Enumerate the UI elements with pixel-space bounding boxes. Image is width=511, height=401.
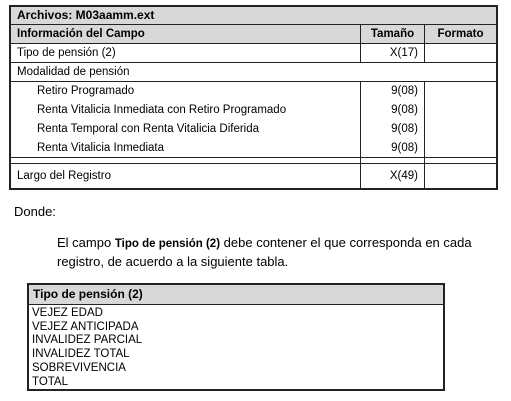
list-item: INVALIDEZ TOTAL — [32, 348, 130, 361]
paragraph-field-name: Tipo de pensión (2) — [114, 238, 221, 250]
paragraph-prefix: El campo — [57, 235, 112, 250]
table-row — [11, 44, 496, 63]
table-row — [11, 120, 496, 139]
field-format — [425, 82, 496, 101]
field-size: 9(08) — [361, 101, 425, 120]
donde-label: Donde: — [14, 204, 56, 219]
table-row — [11, 164, 496, 188]
field-name: Renta Vitalicia Inmediata con Retiro Programado — [11, 101, 361, 120]
field-size: 9(08) — [361, 82, 425, 101]
list-item: INVALIDEZ PARCIAL — [32, 334, 143, 347]
field-name: Largo del Registro — [11, 164, 361, 188]
file-table-header-row — [11, 25, 496, 44]
field-format — [425, 139, 496, 157]
description-paragraph — [57, 234, 477, 271]
field-format — [425, 120, 496, 139]
spacer-cell — [361, 158, 425, 163]
header-format: Formato — [437, 28, 484, 40]
pension-table-title: Tipo de pensión (2) — [29, 285, 443, 305]
field-format — [425, 101, 496, 120]
list-item: TOTAL — [32, 375, 68, 388]
field-format — [425, 44, 496, 62]
list-item: SOBREVIVENCIA — [32, 361, 126, 374]
field-name: Tipo de pensión (2) — [11, 44, 361, 62]
field-name: Renta Vitalicia Inmediata — [11, 139, 361, 157]
field-size: X(49) — [361, 164, 425, 188]
field-size: 9(08) — [361, 120, 425, 139]
list-item: VEJEZ ANTICIPADA — [32, 320, 139, 333]
table-row — [11, 101, 496, 120]
paragraph-suffix: debe contener el que corresponda en cada registro, de acuerdo a la siguiente tabla. — [57, 235, 472, 269]
field-format — [425, 164, 496, 188]
table-row — [11, 82, 496, 101]
header-size: Tamaño — [361, 25, 425, 43]
file-structure-table — [9, 5, 498, 190]
field-name: Renta Temporal con Renta Vitalicia Diferida — [11, 120, 361, 139]
field-name: Retiro Programado — [11, 82, 361, 101]
spacer-cell — [425, 158, 496, 163]
list-item: VEJEZ EDAD — [32, 307, 103, 319]
table-row — [11, 139, 496, 158]
section-title: Modalidad de pensión — [17, 66, 130, 78]
field-size: 9(08) — [361, 139, 425, 157]
section-row — [11, 63, 496, 82]
header-field-info: Información del Campo — [11, 25, 361, 43]
file-table-title: Archivos: M03aamm.ext — [11, 7, 496, 25]
pension-type-table — [27, 283, 445, 391]
spacer-cell — [11, 158, 361, 163]
pension-type-list — [29, 305, 443, 389]
field-size: X(17) — [361, 44, 425, 62]
